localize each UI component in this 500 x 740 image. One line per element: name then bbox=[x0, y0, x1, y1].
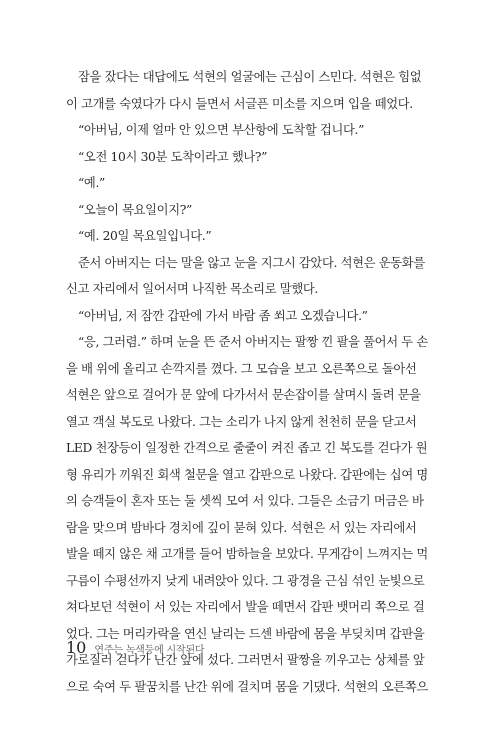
dialogue-line: “예. 20일 목요일입니다.” bbox=[78, 229, 212, 243]
running-title: 연주는 녹색등에 시작된다 bbox=[94, 645, 205, 656]
text-line: 발을 떼지 않은 채 고개를 들어 밤하늘을 보았다. 무게감이 느껴지는 먹 bbox=[66, 547, 428, 561]
text-line: 었다. 그는 머리카락을 연신 날리는 드센 바람에 몸을 부딪치며 갑판을 bbox=[66, 626, 425, 641]
text-line: 잠을 잤다는 대답에도 석현의 얼굴에는 근심이 스민다. 석현은 힘없 bbox=[78, 70, 422, 84]
text-line: 신고 자리에서 일어서며 나직한 목소리로 말했다. bbox=[66, 282, 318, 296]
text-line: 으로 숙여 두 팔꿈치를 난간 위에 걸치며 몸을 기댔다. 석현의 오른쪽으 bbox=[66, 679, 428, 694]
text-line: 쳐다보던 석현이 서 있는 자리에서 발을 떼면서 갑판 뱃머리 쪽으로 걸 bbox=[66, 600, 425, 614]
text-line: 이 고개를 숙였다가 다시 들면서 서글픈 미소를 지으며 입을 떼었다. bbox=[66, 96, 413, 111]
page-footer bbox=[66, 638, 204, 660]
text-line: 을 배 위에 올리고 손깍지를 꼈다. 그 모습을 보고 오른쪽으로 돌아선 bbox=[66, 361, 417, 376]
dialogue-line: “오늘이 목요일이지?” bbox=[78, 202, 192, 217]
text-line: 의 승객들이 혼자 또는 둘 셋씩 모여 서 있다. 그들은 소금기 머금은 바 bbox=[66, 494, 424, 508]
text-line: 가로질러 걷다가 난간 앞에 섰다. 그러면서 팔짱을 끼우고는 상체를 앞 bbox=[66, 653, 425, 667]
page-number: 10 bbox=[66, 638, 87, 657]
text-line: 람을 맞으며 밤바다 경치에 깊이 묻혀 있다. 석현은 서 있는 자리에서 bbox=[66, 520, 417, 535]
text-line: 열고 객실 복도로 나왔다. 그는 소리가 나지 않게 천천히 문을 닫고서 bbox=[66, 414, 417, 429]
dialogue-line: “아버님, 저 잠깐 갑판에 가서 바람 좀 쐬고 오겠습니다.” bbox=[78, 308, 368, 323]
text-line: 준서 아버지는 더는 말을 않고 눈을 지그시 감았다. 석현은 운동화를 bbox=[78, 255, 425, 270]
dialogue-line: “예.” bbox=[78, 176, 105, 190]
text-line: LED 천장등이 일정한 간격으로 줄줄이 켜진 좁고 긴 복도를 걷다가 원 bbox=[66, 441, 428, 455]
text-line: 석현은 앞으로 걸어가 문 앞에 다가서서 문손잡이를 살며시 돌려 문을 bbox=[66, 388, 421, 402]
page-body bbox=[66, 64, 444, 700]
text-line: 구름이 수평선까지 낮게 내려앉아 있다. 그 광경을 근심 섞인 눈빛으로 bbox=[66, 573, 425, 588]
text-line: 형 유리가 끼워진 회색 철문을 열고 갑판으로 나왔다. 갑판에는 십여 명 bbox=[66, 467, 428, 482]
text-line: “응, 그러렴.” 하며 눈을 뜬 준서 아버지는 팔짱 낀 팔을 풀어서 두 손 bbox=[78, 335, 428, 349]
dialogue-line: “아버님, 이제 얼마 안 있으면 부산항에 도착할 겁니다.” bbox=[78, 123, 365, 137]
dialogue-line: “오전 10시 30분 도착이라고 했나?” bbox=[78, 149, 268, 164]
